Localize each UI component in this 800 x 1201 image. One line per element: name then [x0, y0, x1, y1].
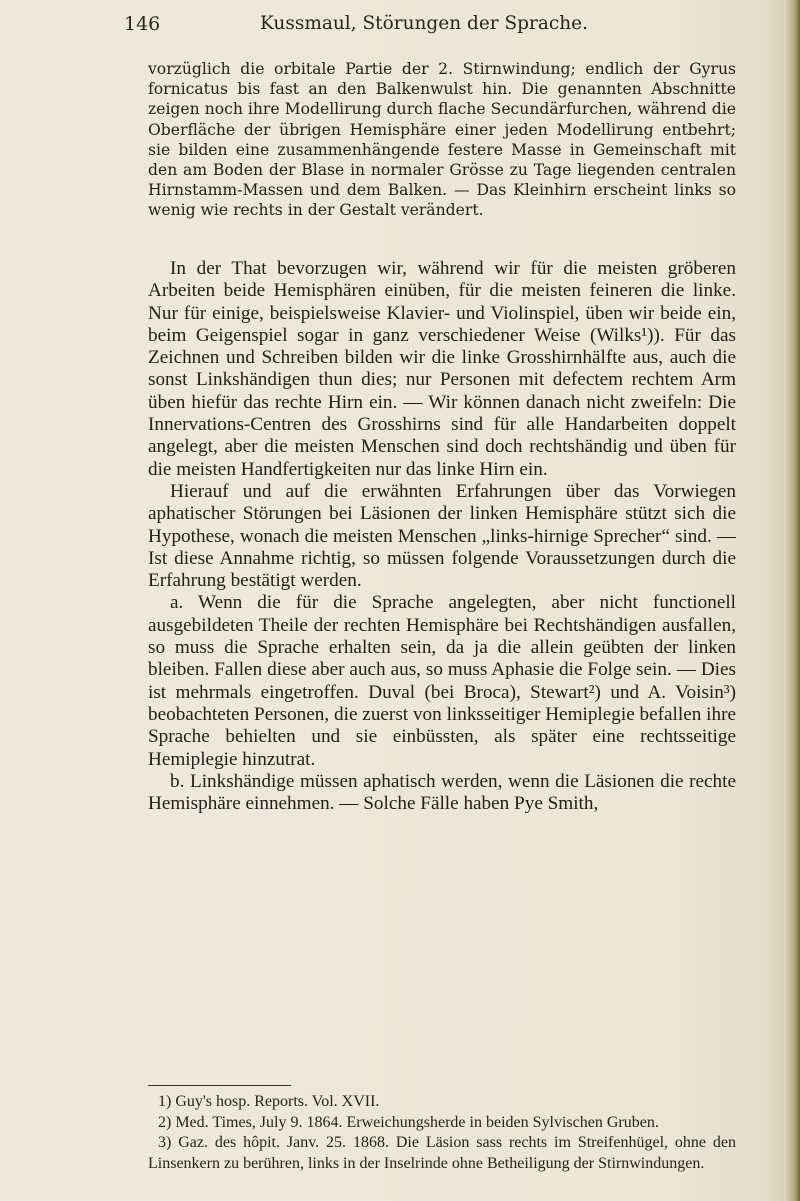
paragraph: Hierauf und auf die erwähnten Erfahrungen über das Vorwiegen aphatischer Störungen bei Läsionen der linken Hemisphäre stützt sich die Hypothese, wonach die meisten Menschen „links-hirnige Sprecher“ sind. — Ist diese Annahme richtig, so müssen folgende Voraussetzungen durch die Erfahrung bestätigt werden.: [148, 480, 736, 592]
paragraph: b. Linkshändige müssen aphatisch werden, wenn die Läsionen die rechte Hemisphäre einnehmen. — Solche Fälle haben Pye Smith,: [148, 770, 736, 815]
footnote: 3) Gaz. des hôpit. Janv. 25. 1868. Die Läsion sass rechts im Streifenhügel, ohne den Linsenkern zu berühren, links in der Inselrinde ohne Betheiligung der Stirnwindungen.: [148, 1134, 736, 1172]
paragraph: In der That bevorzugen wir, während wir für die meisten gröberen Arbeiten beide Hemisphären einüben, für die meisten feineren die linke. Nur für einige, beispielsweise Klavier- und Violinspiel, üben wir beide ein, beim Geigenspiel sogar in ganz verschiedener Weise (Wilks¹)). Für das Zeichnen und Schreiben bilden wir die linke Grosshirnhälfte aus, auch die sonst Linkshändigen thun dies; nur Personen mit defectem rechtem Arm üben hiefür das rechte Hirn ein. — Wir können danach nicht zweifeln: Die Innervations-Centren des Grosshirns sind für alle Handarbeiten doppelt angelegt, aber die meisten Menschen sind doch rechtshändig und üben für die meisten Handfertigkeiten nur das linke Hirn ein.: [148, 258, 736, 480]
footnote: 1) Guy's hosp. Reports. Vol. XVII.: [158, 1093, 380, 1110]
footnotes: [148, 1092, 736, 1174]
running-header: [124, 13, 724, 43]
small-paragraph-text: vorzüglich die orbitale Partie der 2. Stirnwindung; endlich der Gyrus fornicatus bis fast an den Balkenwulst hin. Die genannten Abschnitte zeigen noch ihre Modellirung durch flache Secundärfurchen, während die Oberfläche der übrigen Hemisphäre einer jeden Modellirung entbehrt; sie bilden eine zusammenhängende festere Masse in Gemeinschaft mit den am Boden der Blase in normaler Grösse zu Tage liegenden centralen Hirnstamm-Massen und dem Balken. — Das Kleinhirn erscheint links so wenig wie rechts in der Gestalt verändert.: [148, 60, 736, 220]
footnote-rule: [148, 1085, 291, 1086]
page-number: 146: [124, 13, 161, 35]
main-text: [148, 258, 736, 815]
small-print-paragraph: [148, 59, 736, 221]
footnote: 2) Med. Times, July 9. 1864. Erweichungsherde in beiden Sylvischen Gruben.: [158, 1113, 659, 1131]
page-edge: [784, 0, 800, 1201]
running-title: Kussmaul, Störungen der Sprache.: [260, 13, 588, 34]
paragraph: a. Wenn die für die Sprache angelegten, aber nicht functionell ausgebildeten Theile der rechten Hemisphäre bei Rechtshändigen ausfallen, so muss die Sprache erhalten sein, da ja die allein geübten der linken bleiben. Fallen diese aber auch aus, so muss Aphasie die Folge sein. — Dies ist mehrmals eingetroffen. Duval (bei Broca), Stewart²) und A. Voisin³) beobachteten Personen, die zuerst von linksseitiger Hemiplegie befallen ihre Sprache behielten und sie einbüssten, als später eine rechtsseitige Hemiplegie hinzutrat.: [148, 592, 736, 770]
